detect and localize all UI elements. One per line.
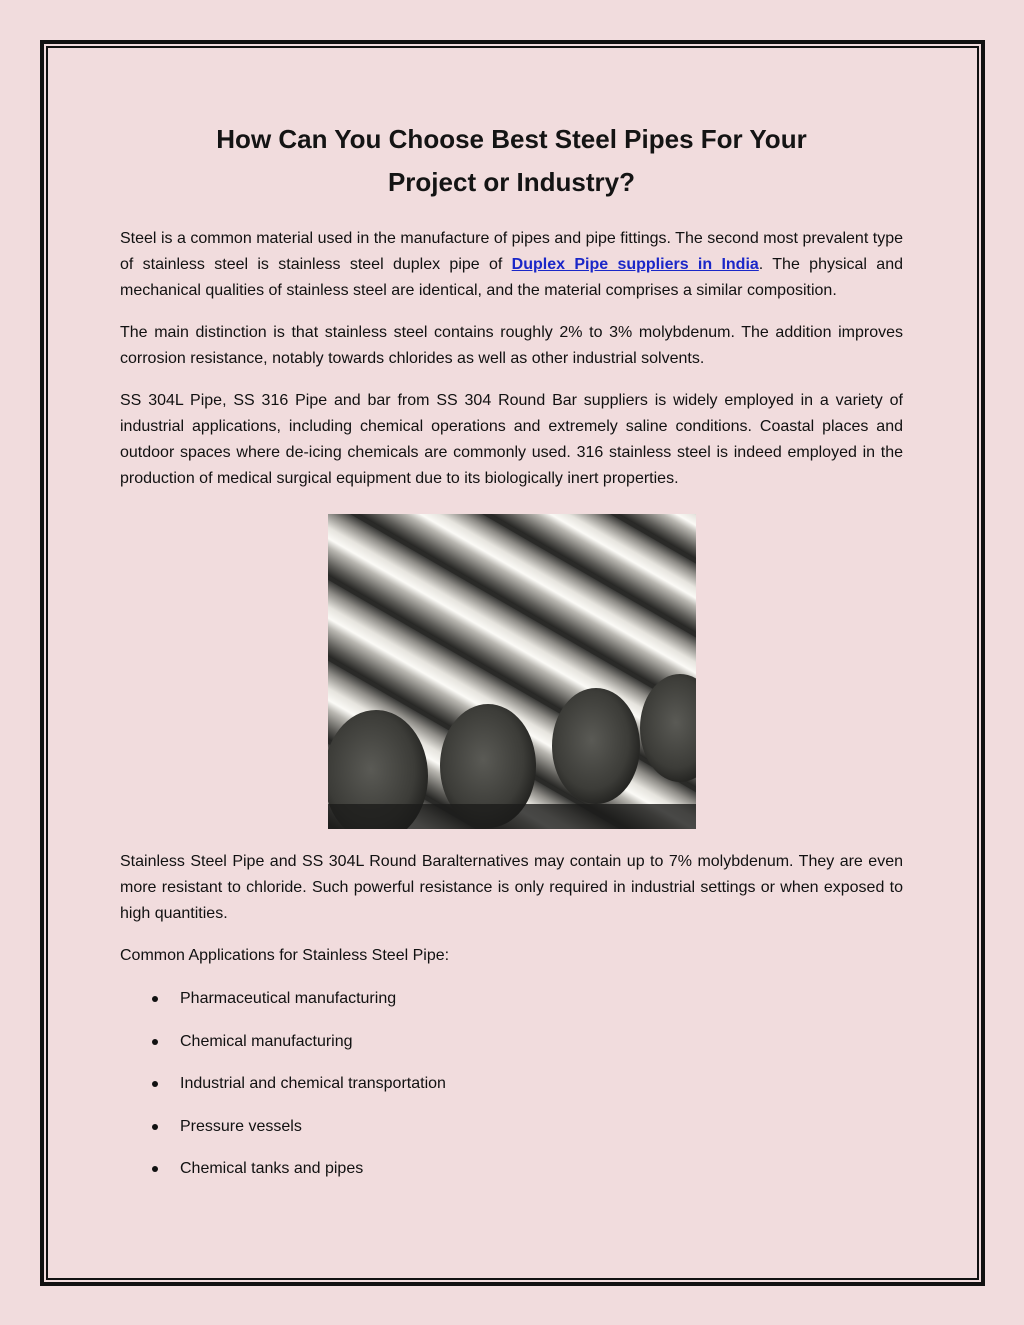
list-item: [120, 1029, 903, 1055]
bullet-icon: [152, 1039, 158, 1045]
list-item-label: Chemical manufacturing: [180, 1032, 353, 1050]
duplex-pipe-suppliers-link[interactable]: Duplex Pipe suppliers in India: [511, 256, 759, 273]
list-item-label: Chemical tanks and pipes: [180, 1160, 364, 1177]
list-item-label: Pressure vessels: [180, 1117, 302, 1135]
bullet-icon: [152, 1124, 158, 1130]
list-item: [120, 1114, 903, 1140]
paragraph-intro-text-before: Steel is a common material used in the manufacture of pipes and pipe fittings. The second most prevalent type of stainless steel is stainless steel duplex pipe of: [120, 230, 903, 273]
bullet-icon: [152, 1081, 158, 1087]
bullet-icon: [152, 996, 158, 1002]
steel-bars-photo: [328, 514, 696, 829]
list-heading: Common Applications for Stainless Steel Pipe:: [120, 947, 450, 964]
list-item-label: Industrial and chemical transportation: [180, 1075, 446, 1092]
applications-list: [120, 986, 903, 1182]
list-item: [120, 1071, 903, 1097]
list-item-label: Pharmaceutical manufacturing: [180, 990, 397, 1007]
paragraph-molybdenum: The main distinction is that stainless steel contains roughly 2% to 3% molybdenum. The addition improves corrosion resistance, notably towards chlorides as well as other industrial solvents.: [120, 324, 903, 367]
paragraph-intro-text-after: . The physical and mechanical qualities of stainless steel are identical, and the material comprises a similar composition.: [120, 256, 903, 299]
paragraph-intro: [120, 226, 903, 304]
article-title: How Can You Choose Best Steel Pipes For Your Project or Industry?: [216, 124, 807, 197]
bullet-icon: [152, 1166, 158, 1172]
paragraph-applications: SS 304L Pipe, SS 316 Pipe and bar from SS 304 Round Bar suppliers is widely employed in a variety of industrial applications, including chemical operations and extremely saline conditions. Coastal places and outdoor spaces where de-icing chemicals are commonly used. 316 stainless steel is indeed employed in the production of medical surgical equipment due to its biologically inert properties.: [120, 392, 903, 487]
list-item: [120, 1156, 903, 1182]
article-body: [120, 118, 903, 1199]
paragraph-ss304l: Stainless Steel Pipe and SS 304L Round Baralternatives may contain up to 7% molybdenum. They are even more resistant to chloride. Such powerful resistance is only required in industrial settings or when exposed to high quantities.: [120, 853, 903, 922]
list-item: [120, 986, 903, 1012]
